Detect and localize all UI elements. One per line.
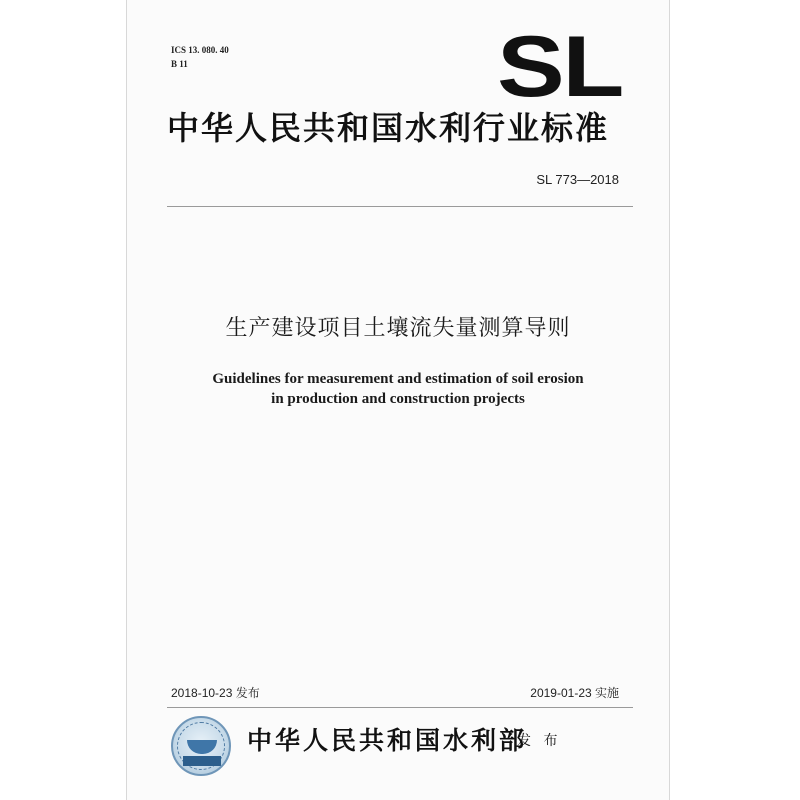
standard-number: SL 773—2018 bbox=[536, 172, 619, 187]
ics-code: ICS 13. 080. 40 bbox=[171, 45, 229, 55]
english-title bbox=[126, 369, 670, 409]
sl-logo: SL bbox=[497, 19, 622, 115]
publisher-name: 中华人民共和国水利部 bbox=[247, 726, 528, 755]
seal-band bbox=[183, 756, 221, 766]
implementation-date: 2019-01-23 实施 bbox=[530, 686, 619, 700]
chinese-title: 生产建设项目土壤流失量测算导则 bbox=[225, 316, 571, 341]
top-divider bbox=[167, 206, 633, 207]
classification-codes bbox=[171, 43, 229, 71]
english-title-line-2: in production and construction projects bbox=[271, 391, 525, 407]
issue-date: 2018-10-23 发布 bbox=[171, 686, 260, 700]
category-code: B 11 bbox=[171, 59, 188, 69]
publish-label: 发 布 bbox=[517, 733, 562, 749]
english-title-line-1: Guidelines for measurement and estimation of soil erosion bbox=[212, 371, 584, 387]
ministry-seal-icon bbox=[171, 716, 231, 776]
ministry-standard-title: 中华人民共和国水利行业标准 bbox=[167, 109, 610, 147]
bottom-divider bbox=[167, 707, 633, 708]
